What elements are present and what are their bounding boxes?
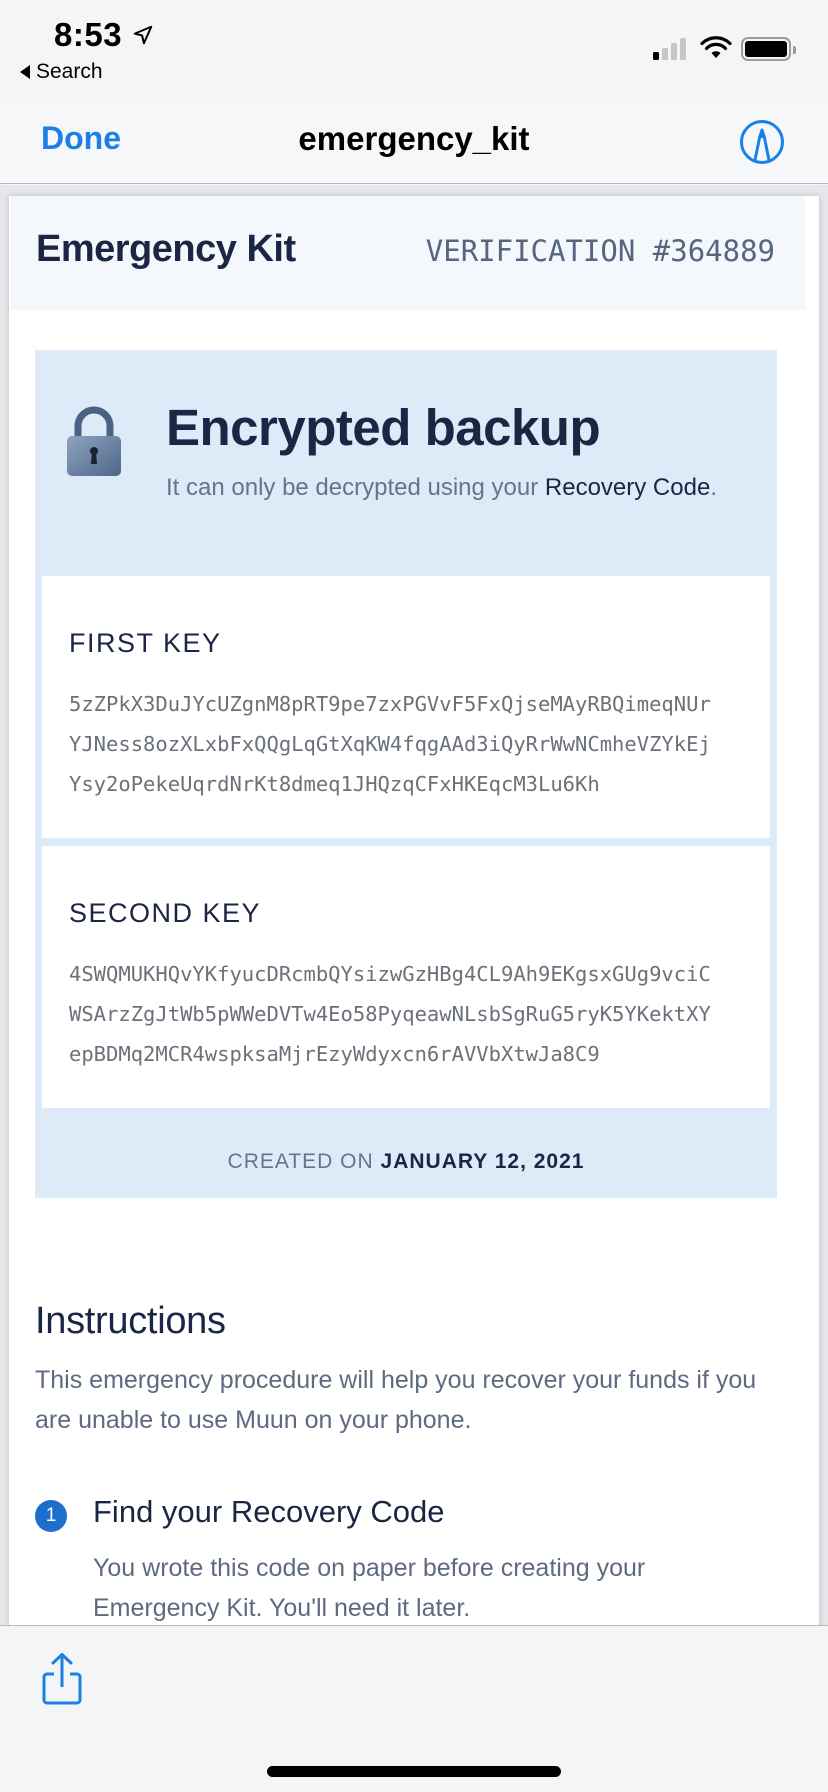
backup-title: Encrypted backup — [166, 399, 601, 456]
wifi-icon — [700, 36, 732, 60]
first-key-card — [42, 576, 770, 838]
step-description: You wrote this code on paper before creating your Emergency Kit. You'll need it later. — [93, 1554, 646, 1622]
location-arrow-icon — [132, 24, 154, 46]
cellular-signal-icon — [653, 38, 686, 60]
second-key-card — [42, 846, 770, 1108]
recovery-code-emphasis: Recovery Code — [544, 474, 711, 501]
done-button[interactable]: Done — [41, 120, 121, 156]
navigation-bar — [0, 100, 828, 184]
back-app-label: Search — [36, 60, 103, 83]
back-triangle-icon — [20, 65, 30, 79]
lock-icon — [65, 406, 123, 478]
bottom-toolbar — [0, 1625, 828, 1792]
document-viewport[interactable] — [0, 185, 828, 1625]
pdf-page — [9, 196, 819, 1625]
home-indicator[interactable] — [267, 1766, 561, 1777]
status-time: 8:53 — [54, 16, 123, 53]
markup-pen-icon[interactable] — [738, 118, 786, 166]
battery-icon — [741, 37, 791, 61]
first-key-label: FIRST KEY — [69, 628, 222, 658]
document-title: emergency_kit — [298, 120, 530, 157]
share-icon[interactable] — [40, 1652, 84, 1706]
step-title: Find your Recovery Code — [93, 1494, 445, 1529]
second-key-label: SECOND KEY — [69, 898, 262, 928]
second-key-value[interactable]: 4SWQMUKHQvYKfyucDRcmbQYsizwGzHBg4CL9Ah9EKgsxGUg9vciC WSArzZgJtWb5pWWeDVTw4Eo58PyqeawNLsbSgRuG5ryK5YKektXY epBDMq2MCR4wspksaMjrEzyWdyxcn6rAVVbXtwJa8C9 — [69, 962, 711, 1066]
instructions-description: This emergency procedure will help you recover your funds if you are unable to use Muun on your phone. — [35, 1366, 757, 1434]
instructions-heading: Instructions — [35, 1300, 226, 1342]
first-key-value[interactable]: 5zZPkX3DuJYcUZgnM8pRT9pe7zxPGVvF5FxQjseMAyRBQimeqNUr YJNess8ozXLxbFxQQgLqGtXqKW4fqgAAd3iQyRrWwNCmheVZYkEj Ysy2oPekeUqrdNrKt8dmeq1JHQzqCFxHKEqcM3Lu6Kh — [69, 692, 711, 796]
back-to-search-link[interactable] — [20, 60, 103, 84]
kit-title: Emergency Kit — [36, 228, 296, 270]
verification-number: VERIFICATION #364889 — [425, 234, 775, 268]
step-number-badge: 1 — [35, 1500, 67, 1532]
backup-description: It can only be decrypted using your Recovery Code. — [166, 474, 717, 501]
created-on-date: CREATED ON JANUARY 12, 2021 — [227, 1150, 585, 1173]
status-bar — [0, 0, 828, 90]
kit-header — [11, 196, 805, 310]
encrypted-backup-section — [35, 350, 777, 1198]
